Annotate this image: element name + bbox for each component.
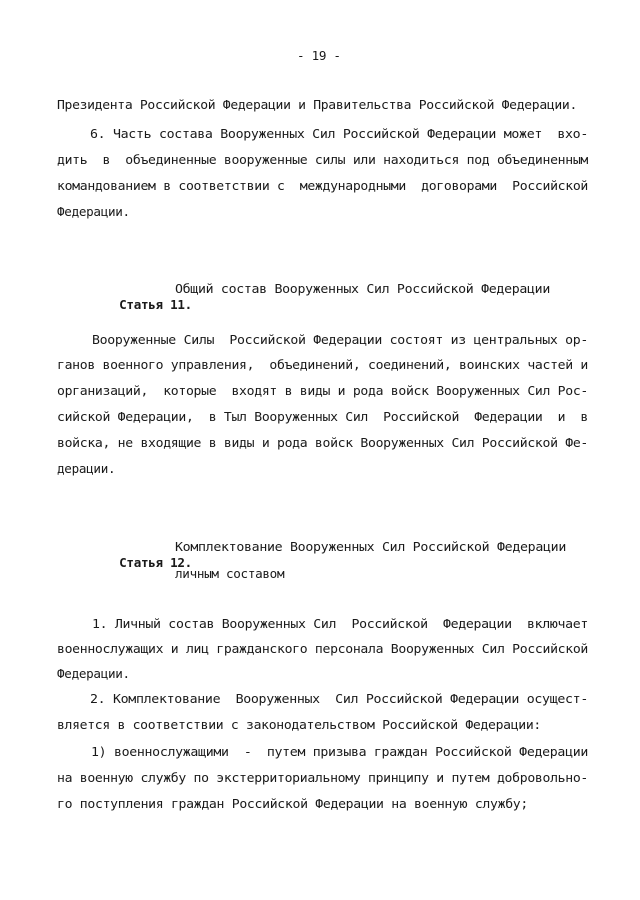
text-line: го поступления граждан Российской Федерации на военную службу; <box>57 796 529 811</box>
text-line: войска, не входящие в виды и рода войск Вооруженных Сил Российской Фе- <box>57 435 589 450</box>
article-number: Статья 12. <box>119 555 192 570</box>
text-line: 1. Личный состав Вооруженных Сил Российской Федерации включает <box>92 616 589 631</box>
text-line: Федерации. <box>57 666 130 681</box>
text-line: сийской Федерации, в Тыл Вооруженных Сил Российской Федерации и в <box>57 409 589 424</box>
text-line: 2. Комплектование Вооруженных Сил Российской Федерации осущест- <box>90 691 589 706</box>
article-title: Комплектование Вооруженных Сил Российской Федерации <box>175 539 567 554</box>
text-line: 6. Часть состава Вооруженных Сил Российской Федерации может вхо- <box>90 126 589 141</box>
article-title: Общий состав Вооруженных Сил Российской Федерации <box>175 281 550 296</box>
text-line: Президента Российской Федерации и Правительства Российской Федерации. <box>57 97 578 112</box>
text-line: на военную службу по экстерриториальному принципу и путем добровольно- <box>57 770 589 785</box>
text-line: Федерации. <box>57 204 130 219</box>
text-line: командованием в соответствии с международными договорами Российской <box>57 178 589 193</box>
text-line: 1) военнослужащими - путем призыва граждан Российской Федерации <box>91 744 589 759</box>
article-title-continued: личным составом <box>175 566 285 581</box>
text-line: организаций, которые входят в виды и рода войск Вооруженных Сил Рос- <box>57 383 589 398</box>
text-line: военнослужащих и лиц гражданского персонала Вооруженных Сил Российской <box>57 641 589 656</box>
text-line: Вооруженные Силы Российской Федерации состоят из центральных ор- <box>92 332 589 347</box>
text-line: вляется в соответствии с законодательством Российской Федерации: <box>57 717 542 732</box>
text-line: дерации. <box>57 461 116 476</box>
page-number: - 19 - <box>297 48 341 63</box>
article-number: Статья 11. <box>119 297 192 312</box>
text-line: ганов военного управления, объединений, соединений, воинских частей и <box>57 357 589 372</box>
text-line: дить в объединенные вооруженные силы или находиться под объединенным <box>57 152 589 167</box>
